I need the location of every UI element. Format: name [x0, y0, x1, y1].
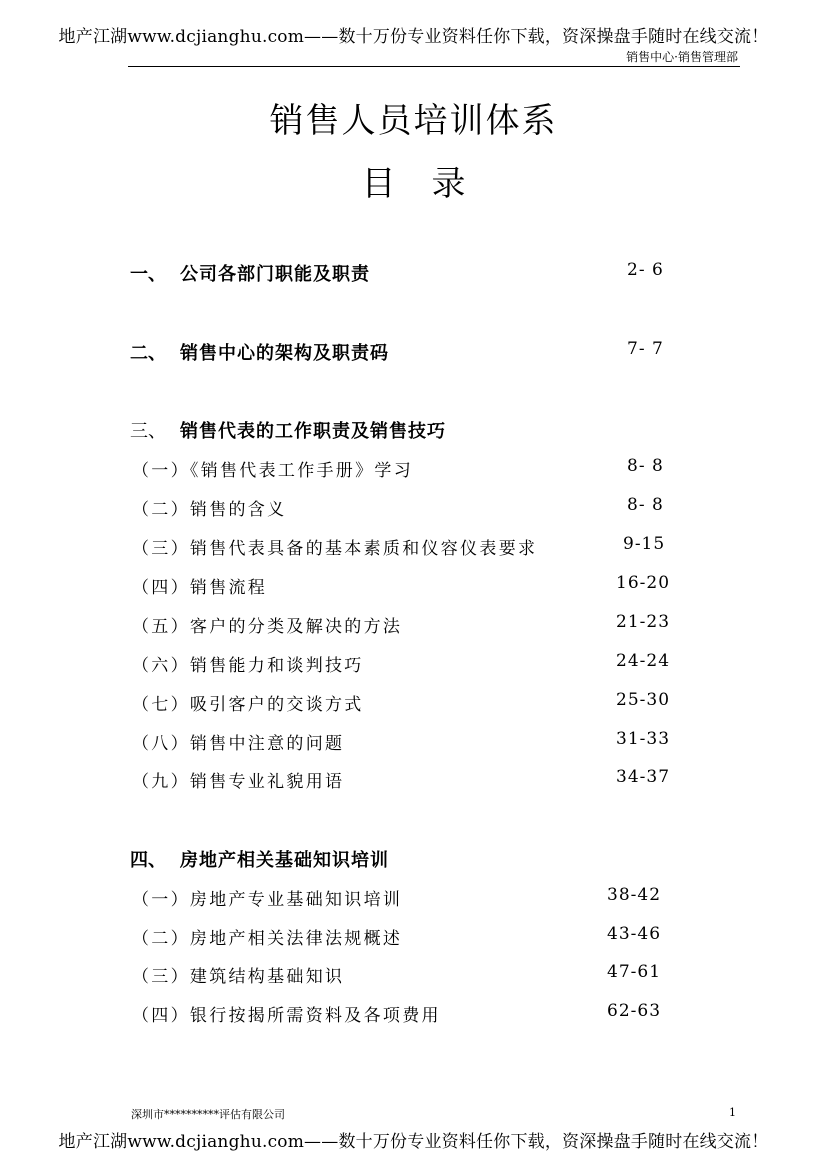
item-title: （九）销售专业礼貌用语 [132, 772, 345, 792]
footer-company: 深圳市**********评估有限公司 [131, 1108, 285, 1121]
item-title: （一）房地产专业基础知识培训 [132, 890, 403, 910]
page-range: 16-20 [616, 573, 671, 593]
toc-item [0, 767, 827, 793]
footer-banner: 地产江湖www.dcjianghu.com——数十万份专业资料任你下载，资深操盘手随时在线交流！ [58, 1132, 769, 1152]
page-range: 21-23 [616, 612, 671, 632]
page-range: 38-42 [607, 885, 662, 905]
page-range: 8- 8 [627, 456, 664, 476]
item-title: （二）销售的含义 [132, 500, 287, 520]
page-range: 9-15 [623, 534, 666, 554]
page-range: 31-33 [616, 729, 671, 749]
section-number: 二、 [130, 343, 166, 364]
page-range: 25-30 [616, 690, 671, 710]
page-range: 24-24 [616, 651, 671, 671]
document-title: 销售人员培训体系 [269, 101, 558, 141]
toc-section-3 [0, 417, 827, 443]
toc-item [0, 612, 827, 638]
toc-item [0, 885, 827, 911]
toc-heading: 目录 [361, 164, 502, 204]
item-title: （二）房地产相关法律法规概述 [132, 929, 403, 949]
page-range: 47-61 [607, 962, 662, 982]
section-number: 四、 [130, 850, 166, 871]
toc-item [0, 1001, 827, 1027]
header-divider [128, 66, 740, 67]
toc-item [0, 729, 827, 755]
item-title: （三）建筑结构基础知识 [132, 967, 345, 987]
page-range: 62-63 [607, 1001, 662, 1021]
toc-item [0, 651, 827, 677]
item-title: （三）销售代表具备的基本素质和仪容仪表要求 [132, 539, 538, 559]
page-range: 2- 6 [627, 260, 664, 280]
toc-item [0, 924, 827, 950]
page-range: 43-46 [607, 924, 662, 944]
page-range: 34-37 [616, 767, 671, 787]
item-title: （五）客户的分类及解决的方法 [132, 617, 403, 637]
toc-section-1 [0, 260, 827, 286]
item-title: （一）《销售代表工作手册》学习 [132, 461, 413, 481]
item-title: （八）销售中注意的问题 [132, 734, 345, 754]
item-title: （七）吸引客户的交谈方式 [132, 695, 364, 715]
item-title: （六）销售能力和谈判技巧 [132, 656, 364, 676]
toc-item [0, 573, 827, 599]
toc-item [0, 534, 827, 560]
section-title: 公司各部门职能及职责 [180, 264, 370, 285]
header-banner: 地产江湖www.dcjianghu.com——数十万份专业资料任你下载，资深操盘手随时在线交流！ [58, 27, 769, 47]
section-title: 房地产相关基础知识培训 [180, 850, 389, 871]
toc-item [0, 456, 827, 482]
toc-item [0, 495, 827, 521]
toc-item [0, 690, 827, 716]
page-range: 7- 7 [627, 339, 664, 359]
department-label: 销售中心·销售管理部 [626, 50, 738, 64]
section-title: 销售中心的架构及职责码 [180, 343, 389, 364]
section-title: 销售代表的工作职责及销售技巧 [180, 421, 446, 442]
page-range: 8- 8 [627, 495, 664, 515]
item-title: （四）销售流程 [132, 578, 268, 598]
toc-item [0, 962, 827, 988]
section-number: 一、 [130, 264, 166, 285]
toc-section-4 [0, 846, 827, 872]
item-title: （四）银行按揭所需资料及各项费用 [132, 1006, 441, 1026]
section-number: 三、 [130, 421, 166, 442]
toc-section-2 [0, 339, 827, 365]
page-number: 1 [729, 1106, 736, 1119]
